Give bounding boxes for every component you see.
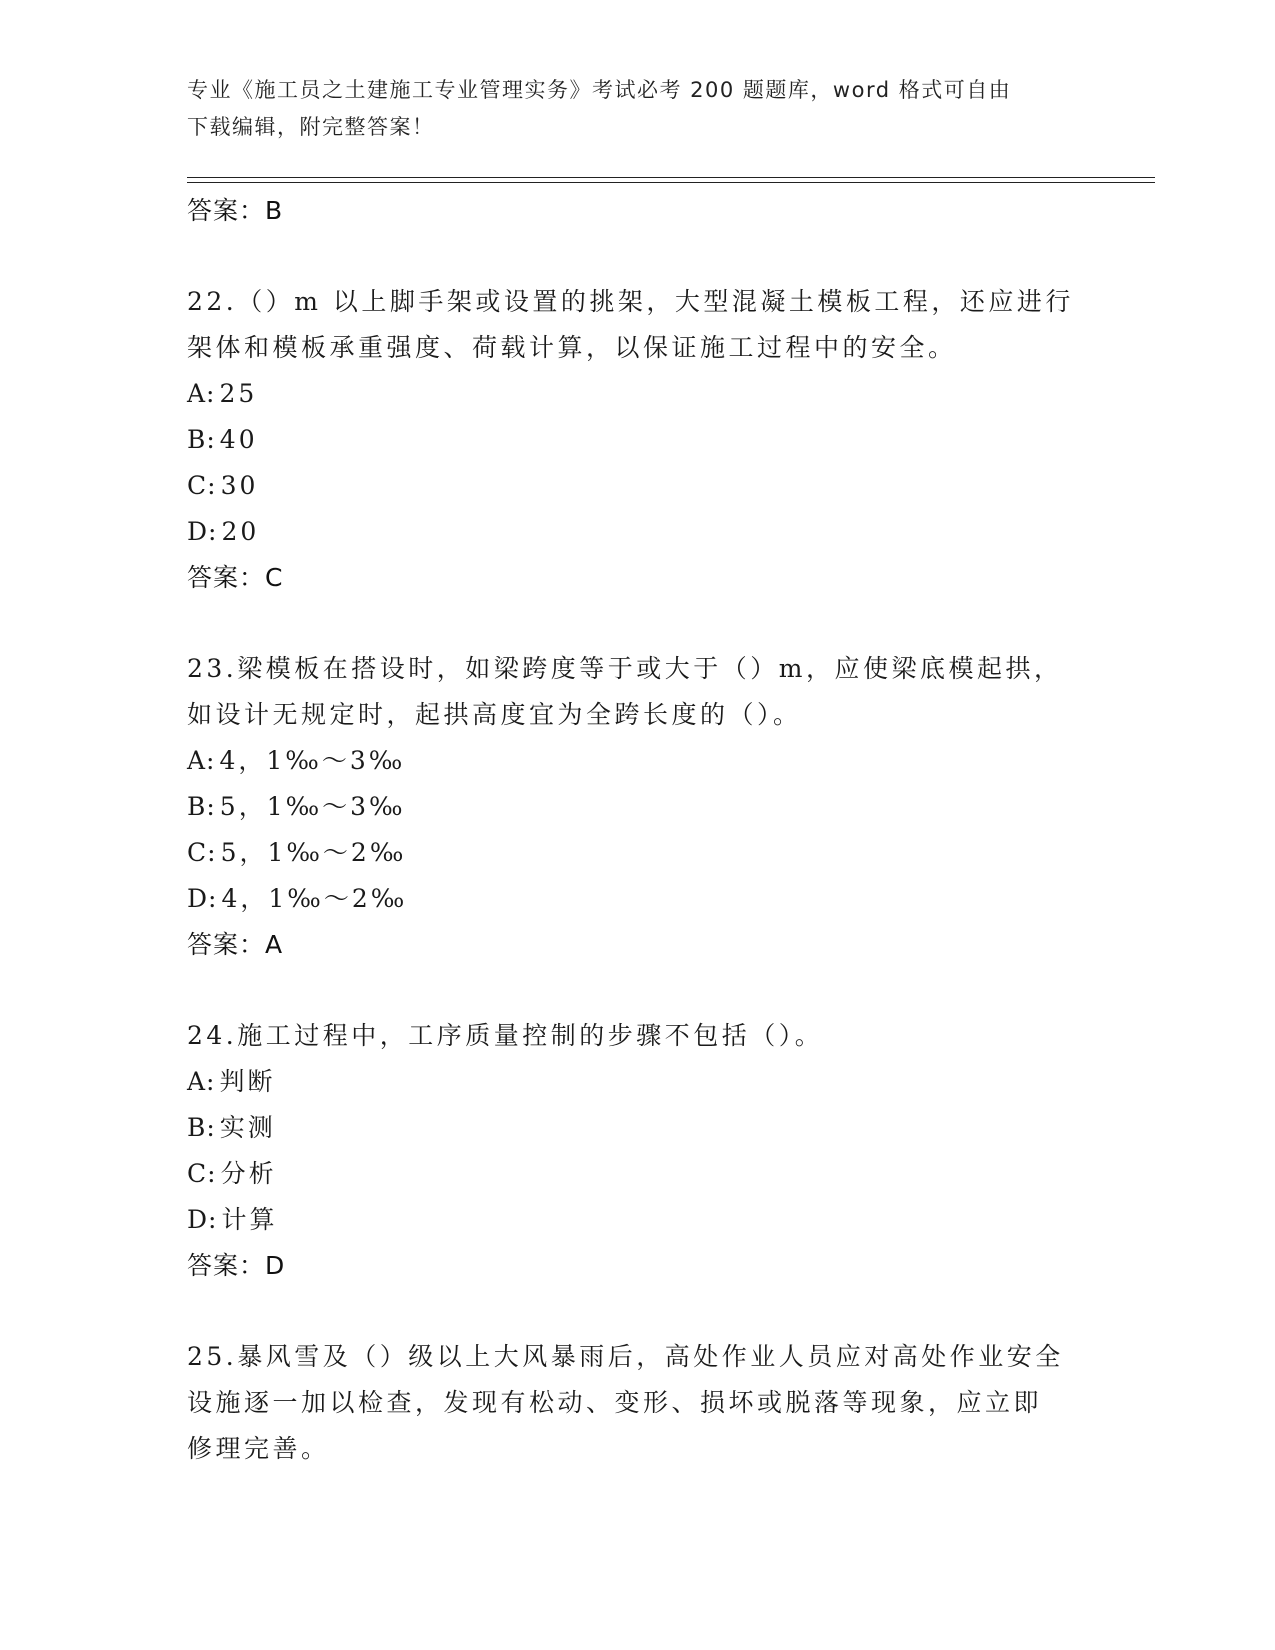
option-letter: C: bbox=[187, 838, 217, 867]
option-text: 计算 bbox=[221, 1205, 278, 1234]
question-text-line: 如设计无规定时，起拱高度宜为全跨长度的（）。 bbox=[187, 700, 802, 729]
option-text: 实测 bbox=[219, 1113, 276, 1142]
option-text: 25 bbox=[219, 379, 258, 408]
answer-line: 答案：C bbox=[187, 563, 284, 592]
option-text: 分析 bbox=[220, 1159, 277, 1188]
option-c bbox=[187, 463, 1087, 509]
option-text: 4，1‰～3‰ bbox=[219, 746, 406, 775]
answer-line: 答案：B bbox=[187, 196, 284, 225]
option-text: 30 bbox=[220, 471, 259, 500]
header-divider-bottom bbox=[187, 182, 1155, 183]
option-letter: D: bbox=[187, 884, 218, 913]
option-letter: C: bbox=[187, 471, 217, 500]
option-c bbox=[187, 830, 1087, 876]
answer-line: 答案：A bbox=[187, 930, 284, 959]
option-text: 5，1‰～3‰ bbox=[219, 792, 406, 821]
question-text-line: 25.暴风雪及（）级以上大风暴雨后，高处作业人员应对高处作业安全 bbox=[187, 1342, 1064, 1371]
option-letter: A: bbox=[187, 379, 216, 408]
question-list bbox=[187, 188, 1087, 1472]
header-divider-top bbox=[187, 177, 1155, 178]
question-23 bbox=[187, 646, 1087, 968]
header-line-1: 专业《施工员之土建施工专业管理实务》考试必考 200 题题库，word 格式可自由 bbox=[187, 78, 1012, 102]
option-d bbox=[187, 876, 1087, 922]
question-text-line: 22.（）m 以上脚手架或设置的挑架，大型混凝土模板工程，还应进行 bbox=[187, 287, 1074, 316]
option-b bbox=[187, 417, 1087, 463]
question-25 bbox=[187, 1334, 1087, 1472]
document-header bbox=[187, 72, 1087, 146]
option-text: 40 bbox=[219, 425, 258, 454]
question-text-line: 24.施工过程中，工序质量控制的步骤不包括（）。 bbox=[187, 1021, 824, 1050]
option-c bbox=[187, 1151, 1087, 1197]
option-b bbox=[187, 784, 1087, 830]
option-letter: A: bbox=[187, 746, 216, 775]
option-letter: D: bbox=[187, 1205, 218, 1234]
option-text: 4，1‰～2‰ bbox=[221, 884, 408, 913]
option-a bbox=[187, 738, 1087, 784]
option-text: 20 bbox=[221, 517, 260, 546]
question-text bbox=[187, 279, 1087, 371]
question-text-line: 设施逐一加以检查，发现有松动、变形、损坏或脱落等现象，应立即 bbox=[187, 1388, 1043, 1417]
option-d bbox=[187, 509, 1087, 555]
option-letter: B: bbox=[187, 1113, 216, 1142]
option-a bbox=[187, 1059, 1087, 1105]
answer-line: 答案：D bbox=[187, 1251, 286, 1280]
question-text-line: 架体和模板承重强度、荷载计算，以保证施工过程中的安全。 bbox=[187, 333, 957, 362]
question-text-line: 修理完善。 bbox=[187, 1434, 330, 1463]
option-text: 判断 bbox=[219, 1067, 276, 1096]
question-text-line: 23.梁模板在搭设时，如梁跨度等于或大于（）m，应使梁底模起拱， bbox=[187, 654, 1063, 683]
option-letter: B: bbox=[187, 425, 216, 454]
option-text: 5，1‰～2‰ bbox=[220, 838, 407, 867]
option-letter: A: bbox=[187, 1067, 216, 1096]
question-22 bbox=[187, 279, 1087, 601]
header-line-2: 下载编辑，附完整答案！ bbox=[187, 115, 435, 139]
question-text bbox=[187, 646, 1087, 738]
option-a bbox=[187, 371, 1087, 417]
option-letter: B: bbox=[187, 792, 216, 821]
option-letter: D: bbox=[187, 517, 218, 546]
question-text bbox=[187, 1334, 1087, 1472]
question-24 bbox=[187, 1013, 1087, 1289]
option-d bbox=[187, 1197, 1087, 1243]
option-b bbox=[187, 1105, 1087, 1151]
question-text bbox=[187, 1013, 1087, 1059]
option-letter: C: bbox=[187, 1159, 217, 1188]
